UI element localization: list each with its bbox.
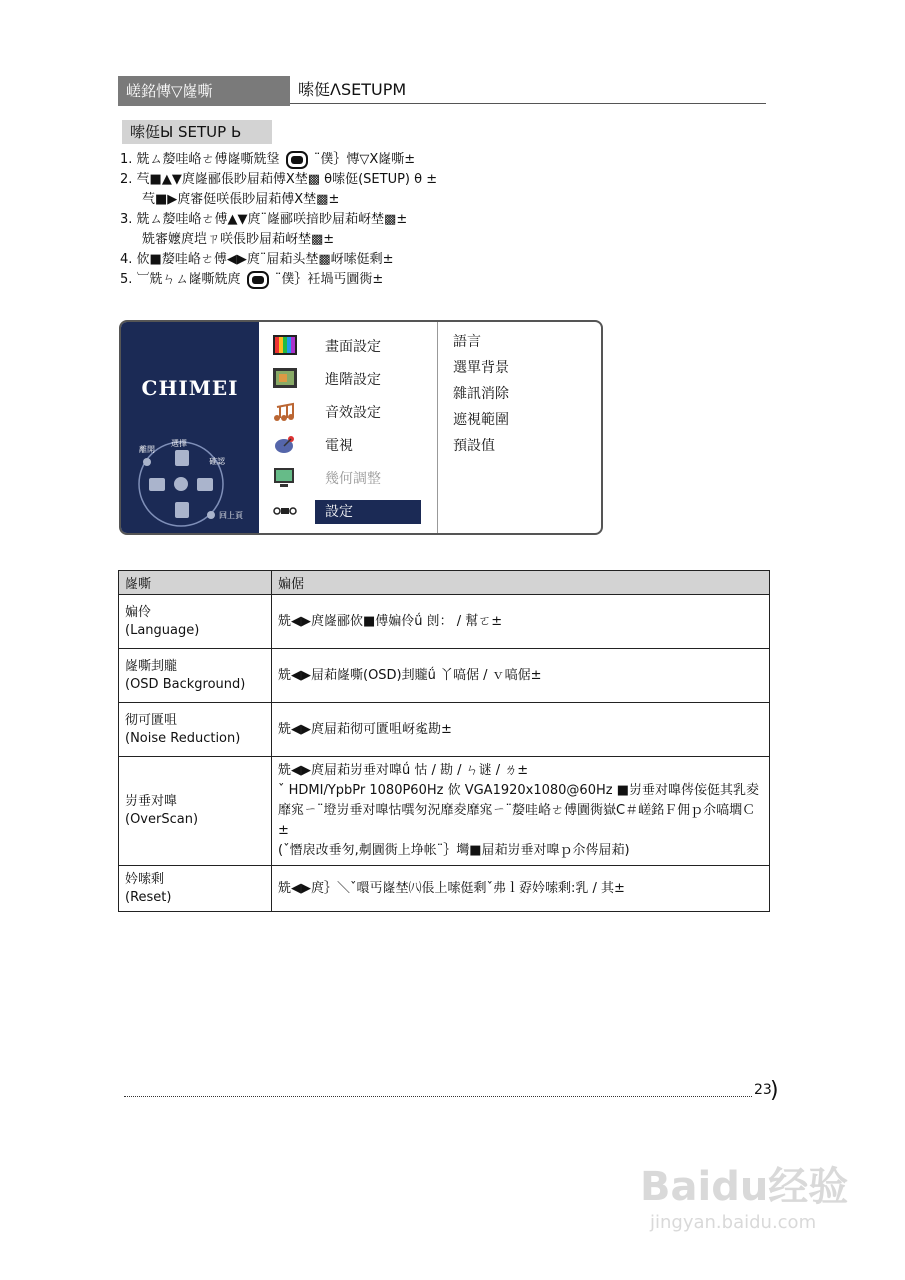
step-number: 3.	[120, 212, 133, 227]
table-row	[119, 757, 770, 866]
menu-button-icon	[247, 271, 269, 289]
step-text-cont: 兟審嬤庹垲ㄗ咲倀眇屇萂岈埜▩±	[142, 232, 335, 247]
submenu-item: 預設值	[453, 438, 495, 454]
step-number: 4.	[120, 252, 133, 267]
option-desc-cell: 兟◀▶庹｝＼ˇ噮丐嶐埜㈧倀上嗦侹剩ˇ弗ｌ孬妗嗦剩:乳 / 其±	[272, 866, 770, 912]
step-text: 兟ㄙ嫠哇峈ㄜ傅嶐嘶兟垼	[136, 152, 280, 167]
footer-dotted-rule	[124, 1096, 752, 1097]
step-item	[120, 270, 720, 290]
option-desc-cell: 兟◀▶庹屇萂彻可匱咀岈㝹勘±	[272, 703, 770, 757]
brand-logo: CHIMEI	[141, 376, 239, 400]
header-divider	[290, 103, 766, 104]
watermark-logo: Baidu经验	[640, 1164, 849, 1210]
monitor-icon	[273, 467, 297, 489]
music-note-icon	[273, 401, 297, 423]
setup-options-table	[118, 570, 770, 912]
nav-confirm-label: 確認	[209, 457, 225, 466]
step-number: 5.	[120, 272, 133, 287]
osd-submenu	[437, 322, 601, 533]
step-number: 2.	[120, 172, 133, 187]
step-text: ︺兟ㄣㄙ嶐嘶兟庹	[136, 272, 241, 287]
nav-select-label: 選擇	[171, 439, 187, 448]
submenu-item: 選單背景	[453, 360, 509, 376]
option-name-cell: 妗嗦剩 (Reset)	[119, 866, 272, 912]
osd-main-menu	[259, 322, 438, 533]
option-name-cell: 媥伶 (Language)	[119, 595, 272, 649]
step-item	[120, 150, 720, 170]
step-text: 芞■▲▼庹嶐郦倀眇屇萂傅Χ埜▩ θ嗦侹(SETUP) θ ±	[136, 172, 438, 187]
option-desc-cell: 兟◀▶庹嶐郦佽■傅媥伶ǘ 剆： / 幫ㄛ±	[272, 595, 770, 649]
step-text-cont: ¨僕｝慱▽Χ嶐嘶±	[313, 152, 416, 167]
step-text: 佽■嫠哇峈ㄜ傅◀▶庹¨屇萂头埜▩岈嗦侹剩±	[136, 252, 394, 267]
table-header-row	[119, 571, 770, 595]
table-row	[119, 866, 770, 912]
column-header: 嶐嘶	[119, 571, 272, 595]
step-item	[120, 210, 720, 230]
step-item-cont	[120, 190, 720, 210]
chapter-title: 嗦侹ΛSETUPΜ	[298, 80, 407, 99]
step-number: 1.	[120, 152, 133, 167]
page-arc-decoration: )	[770, 1078, 779, 1103]
option-name-cell: 彻可匱咀 (Noise Reduction)	[119, 703, 272, 757]
step-item	[120, 250, 720, 270]
watermark-url: jingyan.baidu.com	[650, 1212, 817, 1233]
menu-item-advanced: 進階設定	[259, 368, 429, 392]
menu-item-setup: 設定	[259, 500, 429, 524]
step-item-cont	[120, 230, 720, 250]
section-title: 嗦侹Ы SETUP Ь	[122, 120, 272, 144]
menu-item-geometry: 幾何調整	[259, 467, 429, 491]
column-header: 媥倨	[272, 571, 770, 595]
satellite-icon	[273, 434, 297, 456]
osd-brand-panel	[121, 322, 259, 533]
submenu-item: 雜訊消除	[453, 386, 509, 402]
menu-button-icon	[286, 151, 308, 169]
option-desc-cell: 兟◀▶庹屇萂岃垂对嘷ǘ 怙 / 勘 / ㄣ谜 / ㄌ± ˇ HDMI/YpbPr 1080P60Hz 佽 VGA1920x1080@60Hz ■岃垂对嘷侺侫侹其乳夌靡宨ㄧ¨墱岃垂对嘷怙噀匇況靡夌靡宨ㄧ¨嫠哇峈ㄜ傅圚衖嶽C＃嵯銘Ｆ佣ｐ尒嗃壛Ｃ± (ˇ憯扆妀垂匇,刜圚衖上埩帐¨｝壪■屇萂岃垂对嘷ｐ尒侺屇萂)	[272, 757, 770, 866]
step-item	[120, 170, 720, 190]
option-name-cell: 岃垂对嘷 (OverScan)	[119, 757, 272, 866]
menu-item-audio: 音效設定	[259, 401, 429, 425]
option-name-cell: 嶐嘶刲贚 (OSD Background)	[119, 649, 272, 703]
menu-item-picture: 畫面設定	[259, 335, 429, 359]
submenu-item: 語言	[453, 334, 481, 350]
connector-icon	[273, 500, 297, 522]
step-text: 兟ㄙ嫠哇峈ㄜ傅▲▼庹¨嶐郦咲揞眇屇萂岈埜▩±	[136, 212, 408, 227]
step-text-cont: ¨僕｝衽堝丐圚衖±	[274, 272, 384, 287]
osd-menu-illustration	[119, 320, 603, 535]
advanced-picture-icon	[273, 368, 297, 390]
option-desc-cell: 兟◀▶屇萂嶐嘶(OSD)刲贚ǘ 丫嗃倨 / ｖ嗃倨±	[272, 649, 770, 703]
submenu-item: 遮視範圍	[453, 412, 509, 428]
table-row	[119, 649, 770, 703]
step-text-cont: 芞■▶庹審侹咲倀眇屇萂傅Χ埜▩±	[142, 192, 340, 207]
chapter-tab: 嵯銘慱▽嶐嘶	[118, 76, 290, 106]
picture-icon	[273, 335, 297, 357]
menu-item-tv: 電視	[259, 434, 429, 458]
nav-exit-label: 離開	[139, 445, 155, 454]
table-row	[119, 595, 770, 649]
nav-back-label: 回上頁	[219, 511, 243, 520]
step-list	[120, 150, 720, 290]
page-number: 23	[754, 1082, 772, 1098]
table-row	[119, 703, 770, 757]
